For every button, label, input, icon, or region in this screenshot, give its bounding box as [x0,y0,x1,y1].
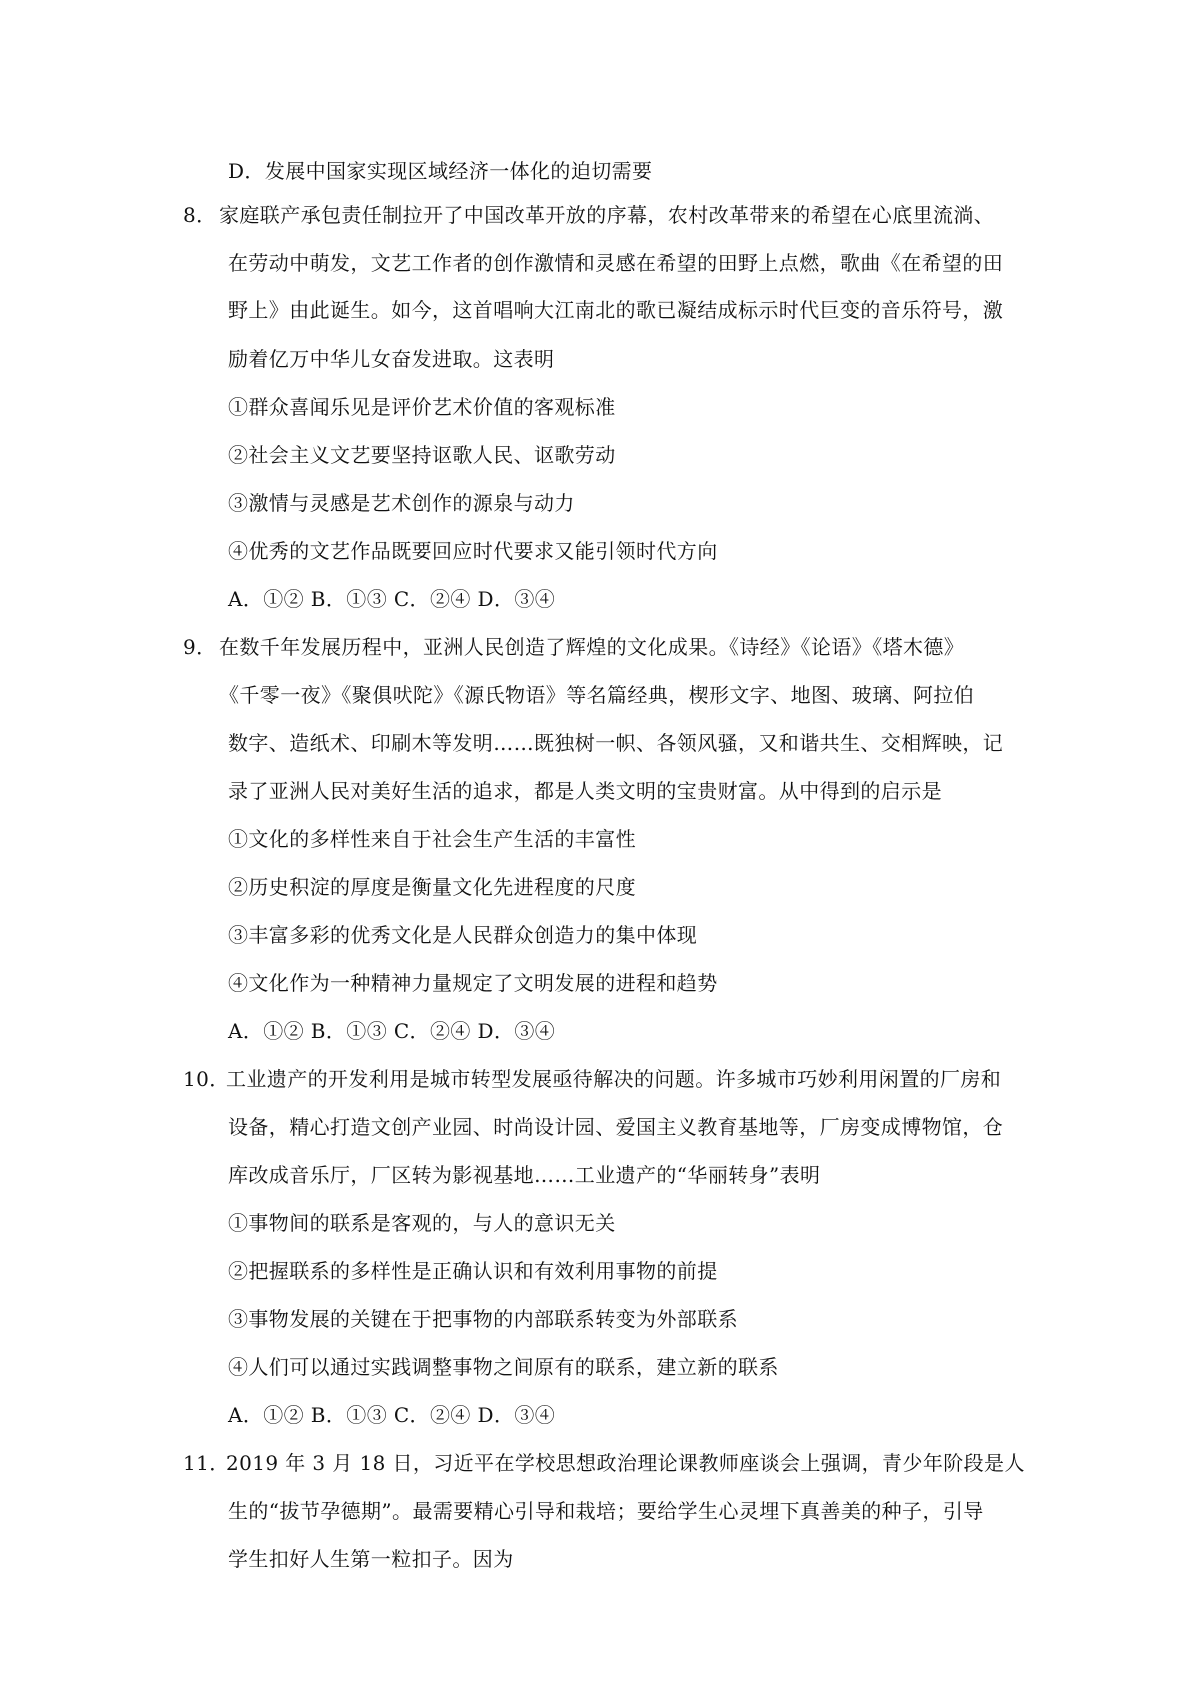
q10-item-3: ③事物发展的关键在于把事物的内部联系转变为外部联系 [228,1307,738,1331]
q7-option-d: D．发展中国家实现区域经济一体化的迫切需要 [228,159,653,183]
q9-stem-line-1: 在数千年发展历程中，亚洲人民创造了辉煌的文化成果。《诗经》《论语》《塔木德》 [219,635,965,659]
q10-item-2: ②把握联系的多样性是正确认识和有效利用事物的前提 [228,1259,718,1283]
q8-item-4: ④优秀的文艺作品既要回应时代要求又能引领时代方向 [228,539,718,563]
q10-item-4: ④人们可以通过实践调整事物之间原有的联系，建立新的联系 [228,1355,779,1379]
q9-item-3: ③丰富多彩的优秀文化是人民群众创造力的集中体现 [228,923,698,947]
q10-stem-line-2: 设备，精心打造文创产业园、时尚设计园、爱国主义教育基地等，厂房变成博物馆，仓 [228,1115,1004,1139]
q8-item-2: ②社会主义文艺要坚持讴歌人民、讴歌劳动 [228,443,616,467]
q9-item-2: ②历史积淀的厚度是衡量文化先进程度的尺度 [228,875,636,899]
q10-item-1: ①事物间的联系是客观的，与人的意识无关 [228,1211,616,1235]
q11-number: 11． [183,1451,230,1475]
q9-choices: A．①② B．①③ C．②④ D．③④ [228,1019,556,1043]
q8-number: 8． [183,203,217,227]
q8-item-1: ①群众喜闻乐见是评价艺术价值的客观标准 [228,395,616,419]
q8-stem-line-4: 励着亿万中华儿女奋发进取。这表明 [228,347,555,371]
q9-item-1: ①文化的多样性来自于社会生产生活的丰富性 [228,827,636,851]
q11-stem-line-1: 2019 年 3 月 18 日，习近平在学校思想政治理论课教师座谈会上强调，青少年阶段是人 [226,1451,1025,1475]
q9-number: 9． [183,635,217,659]
q9-item-4: ④文化作为一种精神力量规定了文明发展的进程和趋势 [228,971,718,995]
q10-stem-line-3: 库改成音乐厅，厂区转为影视基地……工业遗产的“华丽转身”表明 [228,1163,821,1187]
q10-stem-line-1: 工业遗产的开发利用是城市转型发展亟待解决的问题。许多城市巧妙利用闲置的厂房和 [226,1067,1002,1091]
q9-stem-line-3: 数字、造纸术、印刷木等发明……既独树一帜、各领风骚，又和谐共生、交相辉映，记 [228,731,1004,755]
q9-stem-line-2: 《千零一夜》《聚俱吠陀》《源氏物语》等名篇经典，楔形文字、地图、玻璃、阿拉伯 [219,683,975,707]
q10-number: 10． [183,1067,230,1091]
q11-stem-line-3: 学生扣好人生第一粒扣子。因为 [228,1547,514,1571]
q9-stem-line-4: 录了亚洲人民对美好生活的追求，都是人类文明的宝贵财富。从中得到的启示是 [228,779,942,803]
q8-stem-line-1: 家庭联产承包责任制拉开了中国改革开放的序幕，农村改革带来的希望在心底里流淌、 [219,203,995,227]
q8-stem-line-2: 在劳动中萌发，文艺工作者的创作激情和灵感在希望的田野上点燃，歌曲《在希望的田 [228,251,1004,275]
q8-stem-line-3: 野上》由此诞生。如今，这首唱响大江南北的歌已凝结成标示时代巨变的音乐符号，激 [228,298,1004,322]
q8-choices: A．①② B．①③ C．②④ D．③④ [228,587,556,611]
q10-choices: A．①② B．①③ C．②④ D．③④ [228,1403,556,1427]
q8-item-3: ③激情与灵感是艺术创作的源泉与动力 [228,491,575,515]
q11-stem-line-2: 生的“拔节孕德期”。最需要精心引导和栽培；要给学生心灵埋下真善美的种子，引导 [228,1499,984,1523]
